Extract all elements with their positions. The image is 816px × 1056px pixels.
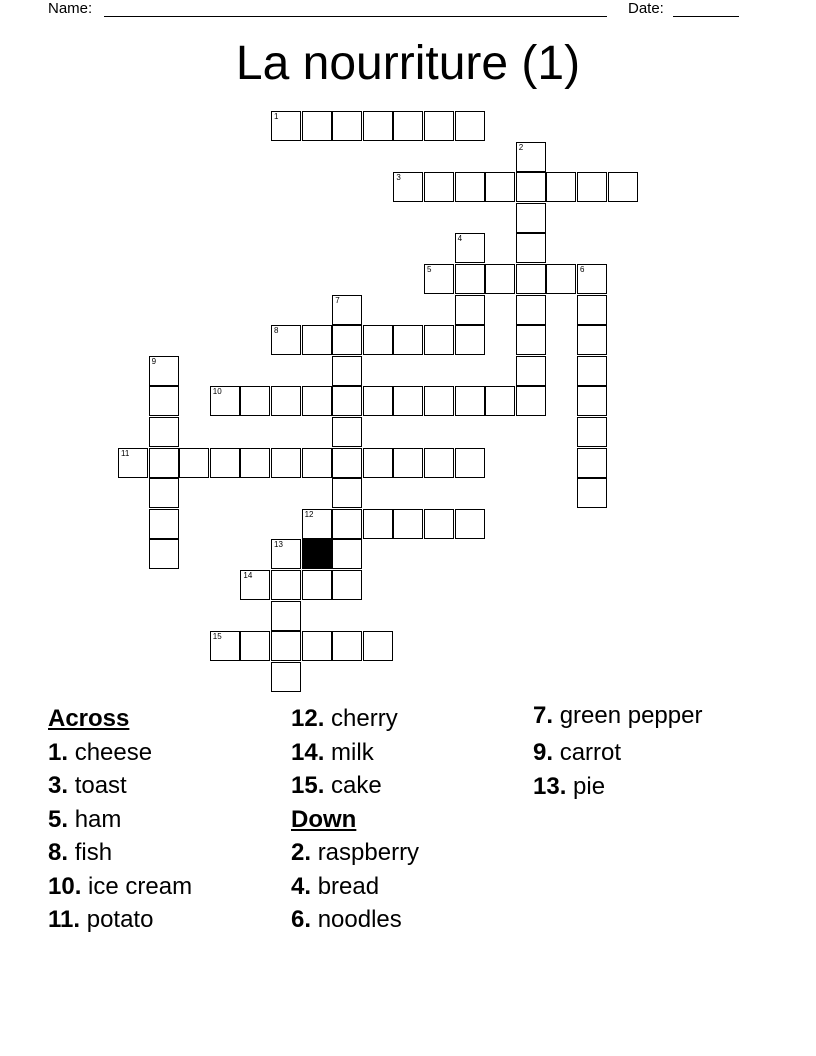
down-heading: Down [291, 805, 357, 833]
crossword-cell[interactable] [210, 448, 240, 478]
clue-number: 5 [427, 265, 432, 274]
clue-number: 11 [121, 448, 130, 458]
clue-number: 10 [212, 387, 222, 397]
clue-across-11: 11. potato [48, 906, 154, 933]
crossword-cell[interactable] [271, 539, 301, 569]
clue-number: 3 [396, 173, 401, 183]
clue-across-1: 1. cheese [48, 738, 153, 766]
crossword-cell[interactable] [577, 172, 607, 202]
clue-across-8: 8. fish [48, 839, 113, 866]
clue-down-13: 13. pie [533, 772, 606, 800]
clue-number: 8 [274, 326, 279, 336]
crossword-cell[interactable] [577, 264, 607, 294]
crossword-cell[interactable] [455, 172, 485, 202]
crossword-cell[interactable] [332, 295, 362, 325]
crossword-cell[interactable] [332, 325, 362, 355]
crossword-cell[interactable] [516, 356, 546, 386]
crossword-cell[interactable] [271, 631, 301, 661]
crossword-cell[interactable] [516, 295, 546, 325]
crossword-cell[interactable] [393, 111, 423, 141]
clue-number: 15 [212, 632, 222, 642]
crossword-cell[interactable] [240, 570, 270, 600]
crossword-cell[interactable] [393, 509, 423, 539]
clue-across-5: 5. ham [48, 805, 122, 833]
clue-across-3: 3. toast [48, 772, 127, 799]
crossword-cell[interactable] [271, 111, 301, 141]
crossword-cell[interactable] [577, 478, 607, 508]
crossword-cell[interactable] [332, 509, 362, 539]
clue-down-4: 4. bread [291, 872, 380, 900]
crossword-cell[interactable] [363, 111, 393, 141]
clue-column-3 [533, 702, 733, 803]
crossword-cell[interactable] [546, 264, 576, 294]
crossword-cell[interactable] [516, 325, 546, 355]
clue-across-15: 15. cake [291, 772, 382, 799]
crossword-cell[interactable] [271, 601, 301, 631]
crossword-cell[interactable] [332, 386, 362, 416]
crossword-cell[interactable] [424, 172, 454, 202]
crossword-cell[interactable] [455, 295, 485, 325]
crossword-cell[interactable] [271, 570, 301, 600]
clue-number: 14 [243, 571, 253, 580]
crossword-cell[interactable] [271, 386, 301, 416]
crossword-cell[interactable] [240, 386, 270, 416]
crossword-cell[interactable] [149, 509, 179, 539]
crossword-cell[interactable] [210, 631, 240, 661]
crossword-cell[interactable] [332, 631, 362, 661]
crossword-cell[interactable] [149, 448, 179, 478]
crossword-cell[interactable] [485, 172, 515, 202]
name-label: Name: [48, 0, 93, 17]
crossword-cell[interactable] [240, 448, 270, 478]
crossword-black-cell [302, 539, 332, 569]
clue-down-2: 2. raspberry [291, 839, 420, 866]
crossword-cell[interactable] [393, 325, 423, 355]
crossword-cell[interactable] [516, 203, 546, 233]
crossword-cell[interactable] [363, 325, 393, 355]
clue-down-9: 9. carrot [533, 739, 622, 766]
crossword-cell[interactable] [332, 570, 362, 600]
crossword-cell[interactable] [271, 325, 301, 355]
crossword-cell[interactable] [516, 172, 546, 202]
crossword-cell[interactable] [363, 448, 393, 478]
clue-column-2 [291, 702, 521, 937]
clue-number: 9 [151, 356, 157, 366]
crossword-cell[interactable] [577, 417, 607, 447]
across-heading: Across [48, 705, 130, 732]
clue-number: 12 [304, 509, 314, 519]
clue-number: 6 [580, 265, 585, 274]
crossword-cell[interactable] [424, 448, 454, 478]
crossword-cell[interactable] [424, 325, 454, 355]
crossword-cell[interactable] [516, 142, 546, 172]
crossword-cell[interactable] [332, 539, 362, 569]
crossword-cell[interactable] [424, 386, 454, 416]
crossword-cell[interactable] [455, 325, 485, 355]
crossword-cell[interactable] [455, 448, 485, 478]
page-title: La nourriture (1) [235, 37, 581, 90]
crossword-cell[interactable] [516, 264, 546, 294]
crossword-cell[interactable] [332, 448, 362, 478]
crossword-cell[interactable] [455, 509, 485, 539]
crossword-cell[interactable] [302, 509, 332, 539]
crossword-cell[interactable] [302, 570, 332, 600]
crossword-cell[interactable] [455, 264, 485, 294]
crossword-cell[interactable] [302, 448, 332, 478]
crossword-cell[interactable] [577, 356, 607, 386]
clue-across-12: 12. cherry [291, 705, 398, 732]
crossword-cell[interactable] [271, 662, 301, 692]
crossword-cell[interactable] [271, 448, 301, 478]
crossword-cell[interactable] [363, 631, 393, 661]
crossword-cell[interactable] [516, 386, 546, 416]
crossword-cell[interactable] [240, 631, 270, 661]
crossword-cell[interactable] [577, 295, 607, 325]
crossword-cell[interactable] [332, 417, 362, 447]
date-label: Date: [628, 0, 664, 17]
crossword-cell[interactable] [332, 356, 362, 386]
clue-number: 1 [274, 112, 279, 121]
crossword-cell[interactable] [577, 448, 607, 478]
clue-down-6: 6. noodles [291, 906, 402, 933]
crossword-cell[interactable] [149, 417, 179, 447]
crossword-cell[interactable] [424, 264, 454, 294]
crossword-cell[interactable] [149, 478, 179, 508]
crossword-cell[interactable] [363, 386, 393, 416]
crossword-cell[interactable] [393, 386, 423, 416]
crossword-cell[interactable] [546, 172, 576, 202]
crossword-cell[interactable] [424, 111, 454, 141]
crossword-cell[interactable] [302, 111, 332, 141]
crossword-cell[interactable] [118, 448, 148, 478]
crossword-cell[interactable] [455, 386, 485, 416]
crossword-cell[interactable] [210, 386, 240, 416]
crossword-cell[interactable] [302, 386, 332, 416]
crossword-cell[interactable] [577, 386, 607, 416]
crossword-cell[interactable] [363, 509, 393, 539]
crossword-cell[interactable] [455, 111, 485, 141]
crossword-cell[interactable] [516, 233, 546, 263]
crossword-cell[interactable] [393, 448, 423, 478]
crossword-cell[interactable] [485, 386, 515, 416]
clue-across-10: 10. ice cream [48, 872, 193, 900]
crossword-cell[interactable] [332, 111, 362, 141]
crossword-cell[interactable] [179, 448, 209, 478]
crossword-cell[interactable] [577, 325, 607, 355]
clue-column-1 [48, 702, 278, 937]
crossword-cell[interactable] [332, 478, 362, 508]
crossword-cell[interactable] [302, 325, 332, 355]
crossword-cell[interactable] [393, 172, 423, 202]
crossword-cell[interactable] [608, 172, 638, 202]
crossword-cell[interactable] [485, 264, 515, 294]
clue-number: 7 [335, 295, 340, 305]
crossword-cell[interactable] [424, 509, 454, 539]
crossword-cell[interactable] [302, 631, 332, 661]
clue-number: 2 [518, 142, 524, 152]
crossword-cell[interactable] [149, 386, 179, 416]
crossword-cell[interactable] [149, 539, 179, 569]
clue-number: 13 [274, 540, 283, 550]
clue-down-7: 7. green pepper [533, 702, 703, 729]
crossword-cell[interactable] [455, 233, 485, 263]
clue-across-14: 14. milk [291, 738, 374, 766]
clue-number: 4 [457, 234, 463, 244]
crossword-cell[interactable] [149, 356, 179, 386]
